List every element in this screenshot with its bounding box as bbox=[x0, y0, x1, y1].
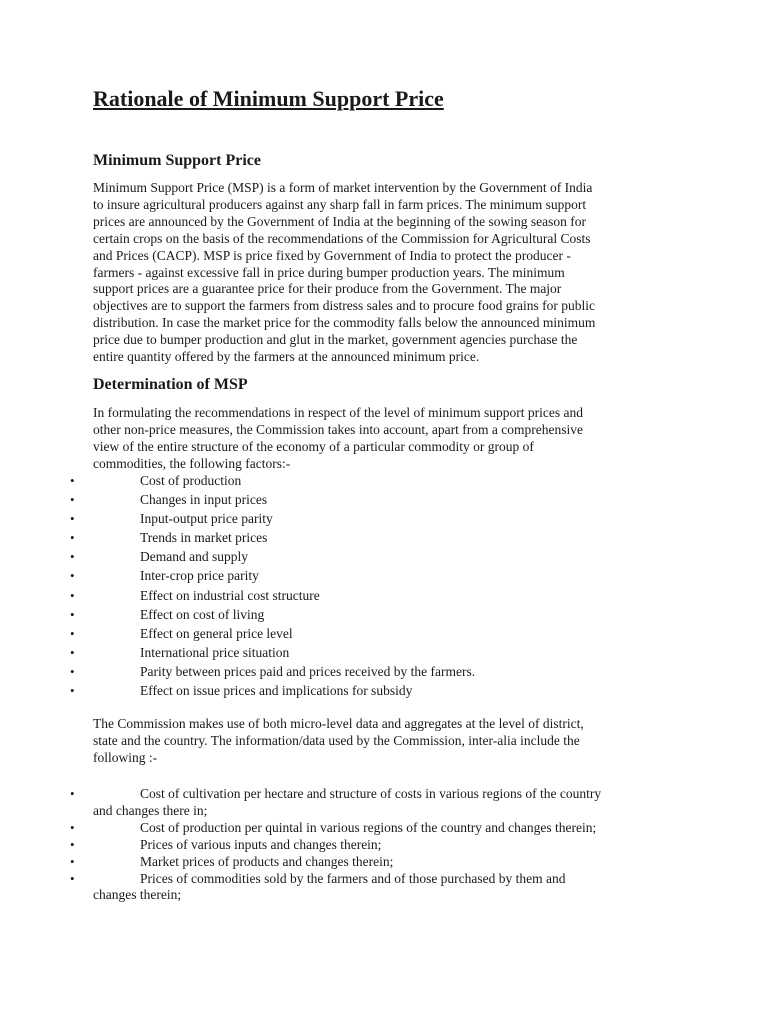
document-title: Rationale of Minimum Support Price bbox=[93, 86, 444, 111]
list-item-continuation: changes therein; bbox=[93, 887, 182, 903]
list-item-text: Prices of commodities sold by the farmers and of those purchased by them and bbox=[140, 870, 566, 886]
list-item bbox=[0, 511, 768, 530]
list-item bbox=[0, 473, 768, 492]
list-item-text: International price situation bbox=[140, 644, 290, 660]
list-item-continuation: and changes there in; bbox=[93, 802, 208, 818]
paragraph-line: entire quantity offered by the farmers at the announced minimum price. bbox=[93, 349, 480, 365]
list-item-text: Cost of cultivation per hectare and structure of costs in various regions of the country bbox=[140, 786, 602, 801]
bullet-icon: • bbox=[70, 473, 75, 488]
list-item-text: Parity between prices paid and prices received by the farmers. bbox=[140, 663, 476, 679]
list-item bbox=[0, 645, 768, 664]
bullet-icon: • bbox=[70, 549, 75, 565]
bullet-icon: • bbox=[70, 530, 75, 546]
list-item bbox=[0, 492, 768, 511]
paragraph-line: distribution. In case the market price for the commodity falls below the announced minimum bbox=[93, 315, 596, 331]
list-item-text: Prices of various inputs and changes therein; bbox=[140, 836, 382, 852]
list-item-text: Effect on cost of living bbox=[140, 606, 265, 622]
list-item-text: Effect on general price level bbox=[140, 625, 293, 641]
paragraph-line: state and the country. The information/data used by the Commission, inter-alia include the bbox=[93, 732, 580, 748]
section-heading-minimum-support-price: Minimum Support Price bbox=[93, 152, 261, 169]
list-item-text: Market prices of products and changes therein; bbox=[140, 853, 394, 869]
list-item-text: Trends in market prices bbox=[140, 530, 268, 546]
data-sources-list bbox=[0, 786, 768, 904]
bullet-icon: • bbox=[70, 606, 75, 622]
paragraph-line: following :- bbox=[93, 749, 158, 765]
list-item bbox=[0, 871, 768, 905]
list-item-text: Inter-crop price parity bbox=[140, 568, 259, 584]
paragraph-line: to insure agricultural producers against any sharp fall in farm prices. The minimum support bbox=[93, 196, 587, 212]
list-item-text: Input-output price parity bbox=[140, 511, 273, 527]
list-item bbox=[0, 568, 768, 587]
list-item-text: Effect on industrial cost structure bbox=[140, 587, 320, 603]
bullet-icon: • bbox=[70, 870, 75, 886]
paragraph-line: Minimum Support Price (MSP) is a form of market intervention by the Government of India bbox=[93, 180, 593, 195]
bullet-icon: • bbox=[70, 819, 75, 835]
bullet-icon: • bbox=[70, 663, 75, 679]
paragraph-line: and Prices (CACP). MSP is price fixed by Government of India to protect the producer - bbox=[93, 247, 571, 263]
list-item-text: Cost of production bbox=[140, 473, 242, 488]
list-item bbox=[0, 588, 768, 607]
list-item-text: Demand and supply bbox=[140, 549, 248, 565]
bullet-icon: • bbox=[70, 625, 75, 641]
list-item-text: Cost of production per quintal in various regions of the country and changes therein; bbox=[140, 819, 597, 835]
msp-definition-paragraph bbox=[93, 180, 678, 366]
bullet-icon: • bbox=[70, 853, 75, 869]
bullet-icon: • bbox=[70, 587, 75, 603]
bullet-icon: • bbox=[70, 836, 75, 852]
paragraph-line: The Commission makes use of both micro-level data and aggregates at the level of district, bbox=[93, 716, 584, 731]
section-heading-determination-of-msp: Determination of MSP bbox=[93, 376, 248, 393]
paragraph-line: farmers - against excessive fall in price during bumper production years. The minimum bbox=[93, 264, 565, 280]
list-item bbox=[0, 820, 768, 837]
paragraph-line: In formulating the recommendations in respect of the level of minimum support prices and bbox=[93, 405, 583, 420]
paragraph-line: commodities, the following factors:- bbox=[93, 455, 291, 471]
list-item-text: Changes in input prices bbox=[140, 492, 268, 508]
bullet-icon: • bbox=[70, 786, 75, 801]
paragraph-line: support prices are a guarantee price for their produce from the Government. The major bbox=[93, 281, 562, 297]
list-item bbox=[0, 549, 768, 568]
bullet-icon: • bbox=[70, 511, 75, 527]
list-item-text: Effect on issue prices and implications for subsidy bbox=[140, 683, 413, 699]
list-item bbox=[0, 626, 768, 645]
list-item bbox=[0, 786, 768, 820]
list-item bbox=[0, 607, 768, 626]
list-item bbox=[0, 664, 768, 683]
list-item bbox=[0, 683, 768, 702]
determination-intro-paragraph bbox=[93, 405, 678, 473]
bullet-icon: • bbox=[70, 568, 75, 584]
bullet-icon: • bbox=[70, 644, 75, 660]
bullet-icon: • bbox=[70, 492, 75, 508]
paragraph-line: view of the entire structure of the economy of a particular commodity or group of bbox=[93, 438, 534, 454]
factors-list bbox=[0, 473, 768, 702]
list-item bbox=[0, 854, 768, 871]
paragraph-line: price due to bumper production and glut in the market, government agencies purchase the bbox=[93, 332, 578, 348]
paragraph-line: prices are announced by the Government of India at the beginning of the sowing season for bbox=[93, 213, 586, 229]
paragraph-line: objectives are to support the farmers from distress sales and to procure food grains for public bbox=[93, 298, 595, 314]
paragraph-line: other non-price measures, the Commission takes into account, apart from a comprehensive bbox=[93, 421, 583, 437]
bullet-icon: • bbox=[70, 683, 75, 699]
paragraph-line: certain crops on the basis of the recommendations of the Commission for Agricultural Costs bbox=[93, 230, 591, 246]
data-sources-intro-paragraph bbox=[93, 716, 678, 767]
list-item bbox=[0, 530, 768, 549]
list-item bbox=[0, 837, 768, 854]
